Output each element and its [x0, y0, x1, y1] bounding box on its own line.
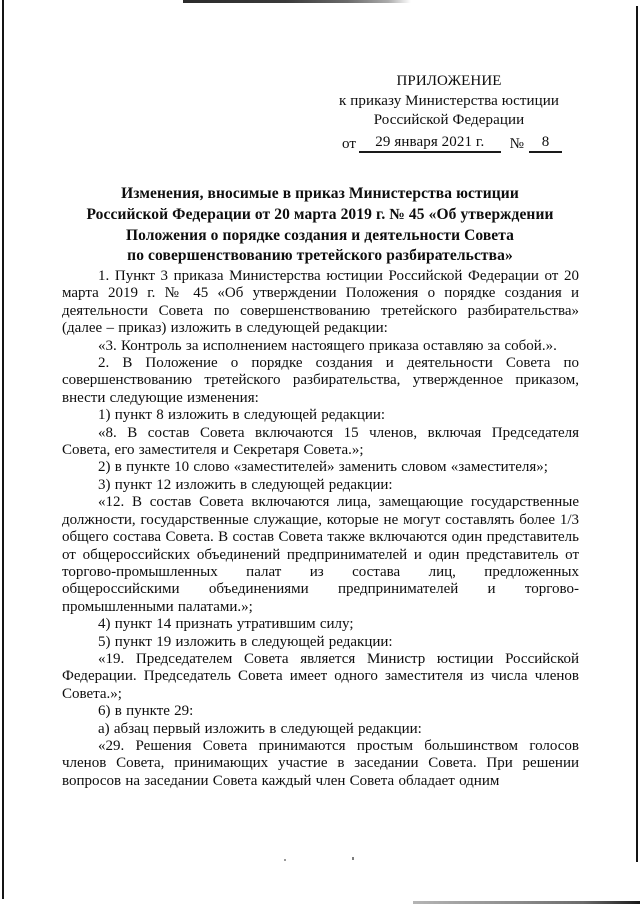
scan-border-bottom	[413, 901, 640, 904]
order-number-sign: №	[509, 135, 524, 152]
appendix-header	[336, 72, 562, 153]
amendment-paragraph: а) абзац первый изложить в следующей редакции:	[98, 720, 422, 737]
amendment-paragraph: 3) пункт 12 изложить в следующей редакции:	[98, 476, 393, 493]
document-title-line: по совершенствованию третейского разбирательства»	[127, 247, 513, 265]
amendment-paragraph: 4) пункт 14 признать утратившим силу;	[98, 616, 354, 633]
order-date-number-line	[336, 131, 562, 153]
document-title-line: Изменения, вносимые в приказ Министерства юстиции	[121, 185, 519, 202]
order-date: 29 января 2021 г.	[359, 134, 501, 153]
appendix-label: ПРИЛОЖЕНИЕ	[396, 73, 502, 89]
order-number: 8	[529, 134, 562, 153]
amendment-paragraph: «3. Контроль за исполнением настоящего приказа оставляю за собой.».	[98, 337, 557, 354]
amendment-paragraph: 1. Пункт 3 приказа Министерства юстиции Российской Федерации от 20 марта 2019 г. № 45 «Об утверждении Положения о порядке создания и деятельности Совета по совершенствованию третейского разбирательства» (далее – приказ) изложить в следующей редакции:	[62, 268, 579, 337]
amendment-paragraph: 2. В Положение о порядке создания и деятельности Совета по совершенствованию третейского разбирательства, утвержденное приказом, внести следующие изменения:	[62, 355, 579, 406]
document-title-line: Российской Федерации от 20 марта 2019 г. № 45 «Об утверждении	[86, 205, 554, 223]
amendment-paragraph: 2) в пункте 10 слово «заместителей» заменить словом «заместителя»;	[98, 459, 548, 476]
amendment-paragraph: «8. В состав Совета включаются 15 членов, включая Председателя Совета, его заместителя и Секретаря Совета.»;	[62, 424, 579, 459]
amendment-paragraph: 5) пункт 19 изложить в следующей редакции:	[98, 633, 393, 650]
appendix-authority: Российской Федерации	[373, 112, 525, 128]
amendment-paragraph: «19. Председателем Совета является Министр юстиции Российской Федерации. Председатель Совета имеет одного заместителя из числа членов Совета.»;	[62, 650, 579, 702]
scan-border-top	[183, 0, 411, 3]
order-date-prefix: от	[342, 135, 357, 152]
scan-border-left	[2, 0, 4, 899]
document-title	[61, 184, 579, 267]
amendment-paragraph: «12. В состав Совета включаются лица, замещающие государственные должности, государственные служащие, которые не могут составлять более 1/3 общего состава Совета. В состав Совета также включаются один представитель от общероссийских объединений предпринимателей и один представитель от торгово-промышленных палат из состава лиц, предложенных общероссийскими объединениями предпринимателей и торгово-промышленными палатами.»;	[62, 494, 579, 615]
document-body	[62, 268, 579, 790]
scan-speck	[284, 859, 286, 861]
scan-speck	[352, 857, 354, 860]
amendment-paragraph: «29. Решения Совета принимаются простым большинством голосов членов Совета, принимающих участие в заседании Совета. При решении вопросов на заседании Совета каждый член Совета обладает одним	[62, 737, 579, 789]
document-title-line: Положения о порядке создания и деятельности Совета	[125, 226, 515, 244]
amendment-paragraph: 6) в пункте 29:	[98, 703, 194, 720]
appendix-to-order: к приказу Министерства юстиции	[339, 92, 559, 109]
scan-border-right	[636, 6, 638, 862]
amendment-paragraph: 1) пункт 8 изложить в следующей редакции:	[98, 407, 386, 424]
